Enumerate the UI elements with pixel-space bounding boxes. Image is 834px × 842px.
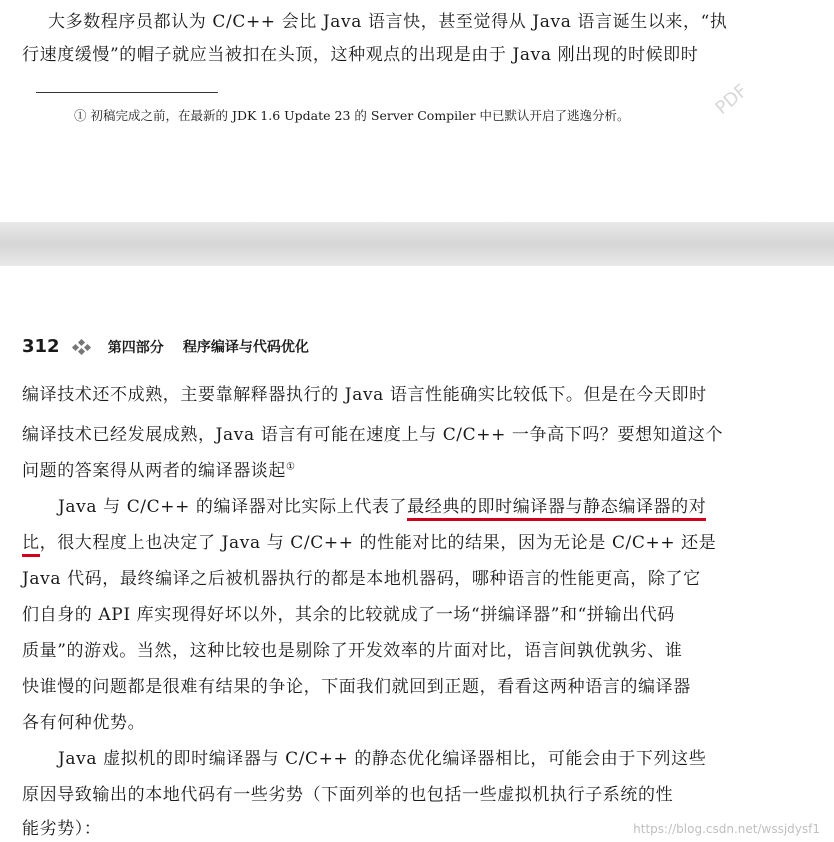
para1-line-3-text: 问题的答案得从两者的编译器谈起 (22, 461, 286, 481)
top-line-1: 大多数程序员都认为 C/C++ 会比 Java 语言快，甚至觉得从 Java 语言诞生以来，“执 (48, 12, 728, 32)
page-number: 312 (22, 336, 60, 357)
para3-line-3: 能劣势）： (22, 819, 102, 839)
para1-line-1: 编译技术还不成熟，主要靠解释器执行的 Java 语言性能确实比较低下。但是在今天即时 (22, 385, 707, 405)
para3-line-1: Java 虚拟机的即时编译器与 C/C++ 的静态优化编译器相比，可能会由于下列这些 (58, 749, 707, 769)
para2-line-1-pre: Java 与 C/C++ 的编译器对比实际上代表了 (58, 497, 408, 517)
para1-line-2: 编译技术已经发展成熟，Java 语言有可能在速度上与 C/C++ 一争高下吗？要想知道这个 (22, 425, 724, 445)
page-gap (0, 222, 834, 266)
ornament-icon (71, 339, 93, 355)
footnote-rule (36, 92, 218, 93)
watermark: PDF (711, 80, 752, 119)
highlighted-phrase-end: 比 (22, 533, 40, 557)
para2-line-6: 快谁慢的问题都是很难有结果的争论，下面我们就回到正题，看看这两种语言的编译器 (22, 677, 691, 697)
para1-line-3 (22, 456, 296, 481)
chapter-title: 程序编译与代码优化 (182, 339, 309, 356)
section-title: 第四部分 (107, 339, 164, 356)
para2-line-7: 各有何种优势。 (22, 713, 146, 733)
top-page (0, 0, 834, 222)
highlighted-phrase: 最经典的即时编译器与静态编译器的对 (407, 497, 706, 521)
para2-line-3: Java 代码，最终编译之后被机器执行的都是本地机器码，哪种语言的性能更高，除了它 (22, 569, 701, 589)
para2-line-4: 们自身的 API 库实现得好坏以外，其余的比较就成了一场“拼编译器”和“拼输出代码 (22, 605, 675, 625)
bottom-page (0, 266, 834, 842)
top-line-2: 行速度缓慢”的帽子就应当被扣在头顶，这种观点的出现是由于 Java 刚出现的时候即时 (22, 45, 699, 65)
para2-line-2 (22, 528, 716, 553)
para2-line-5: 质量”的游戏。当然，这种比较也是剔除了开发效率的片面对比，语言间孰优孰劣、谁 (22, 641, 683, 661)
footnote: ① 初稿完成之前，在最新的 JDK 1.6 Update 23 的 Server Compiler 中已默认开启了逃逸分析。 (74, 108, 630, 123)
source-credit: https://blog.csdn.net/wssjdysf1 (633, 822, 820, 836)
para2-line-2-post: ，很大程度上也决定了 Java 与 C/C++ 的性能对比的结果，因为无论是 C/C++ 还是 (39, 533, 717, 553)
para2-line-1 (58, 492, 706, 517)
running-head (22, 336, 309, 357)
footnote-ref: ① (286, 461, 296, 473)
para3-line-2: 原因导致输出的本地代码有一些劣势（下面列举的也包括一些虚拟机执行子系统的性 (22, 785, 674, 805)
